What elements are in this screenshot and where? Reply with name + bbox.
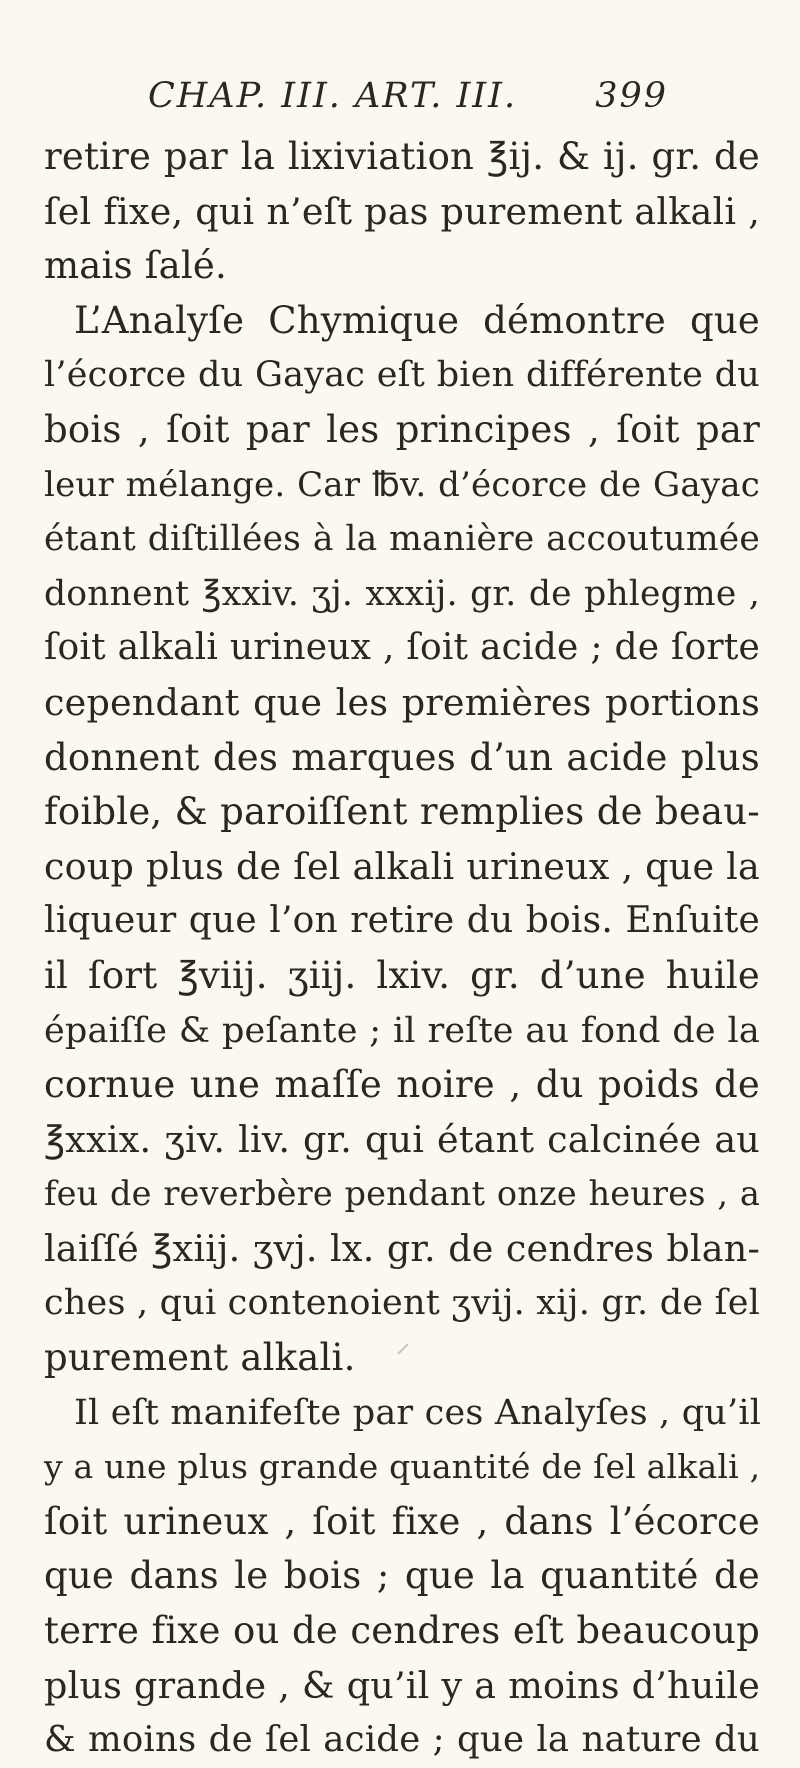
text-line: ſoit urineux , ſoit fixe , dans l’écorce bbox=[44, 1499, 760, 1543]
text-line: cependant que les premières portions bbox=[44, 680, 760, 724]
text-line: L’Analyſe Chymique démontre que bbox=[74, 298, 760, 342]
text-line: leur mélange. Car ℔v. d’écorce de Gayac bbox=[44, 464, 760, 505]
text-line: liqueur que l’on retire du bois. Enſuite bbox=[44, 900, 760, 942]
text-line: épaiſſe & peſante ; il reſte au fond de la bbox=[44, 1010, 760, 1051]
text-line: ſel fixe, qui n’eſt pas purement alkali , bbox=[44, 189, 760, 233]
running-title: CHAP. III. ART. III. bbox=[148, 76, 518, 116]
text-line: donnent ℥xxiv. ʒj. xxxij. gr. de phlegme , bbox=[44, 573, 760, 614]
text-line: Il eſt manifeſte par ces Analyſes , qu’il bbox=[74, 1392, 762, 1433]
text-line: ℥xxix. ʒiv. liv. gr. qui étant calcinée au bbox=[44, 1117, 760, 1161]
text-line: il ſort ℥viij. ʒiij. lxiv. gr. d’une huile bbox=[44, 953, 760, 997]
text-line: purement alkali. bbox=[44, 1336, 356, 1380]
text-line: feu de reverbère pendant onze heures , a bbox=[44, 1174, 760, 1214]
text-line: que dans le bois ; que la quantité de bbox=[44, 1554, 760, 1598]
text-line: & moins de ſel acide ; que la nature du bbox=[44, 1719, 760, 1761]
text-line: terre fixe ou de cendres eſt beaucoup bbox=[44, 1609, 760, 1653]
text-line: bois , ſoit par les principes , ſoit par bbox=[44, 407, 760, 451]
text-line: étant diſtillées à la manière accoutumée bbox=[44, 519, 760, 560]
text-line: y a une plus grande quantité de ſel alkali , bbox=[44, 1447, 761, 1487]
running-header bbox=[148, 76, 668, 120]
text-line: mais ſalé. bbox=[44, 244, 227, 288]
body-text bbox=[44, 130, 760, 1768]
text-line: ſoit alkali urineux , ſoit acide ; de ſorte bbox=[44, 627, 760, 669]
text-line: plus grande , & qu’il y a moins d’huile bbox=[44, 1663, 760, 1707]
page-number: 399 bbox=[595, 76, 668, 116]
text-line: foible, & paroiſſent remplies de beau- bbox=[44, 790, 760, 834]
text-line: retire par la lixiviation ℥ij. & ij. gr. de bbox=[44, 135, 760, 178]
text-line: ches , qui contenoient ʒvij. xij. gr. de ſel bbox=[44, 1283, 761, 1324]
text-line: l’écorce du Gayac eſt bien différente du bbox=[44, 355, 760, 396]
text-line: cornue une maſſe noire , du poids de bbox=[44, 1063, 760, 1107]
text-line: donnent des marques d’un acide plus bbox=[44, 735, 760, 779]
text-line: coup plus de ſel alkali urineux , que la bbox=[44, 844, 760, 888]
text-line: laiſſé ℥xiij. ʒvj. lx. gr. de cendres blan- bbox=[44, 1226, 760, 1270]
